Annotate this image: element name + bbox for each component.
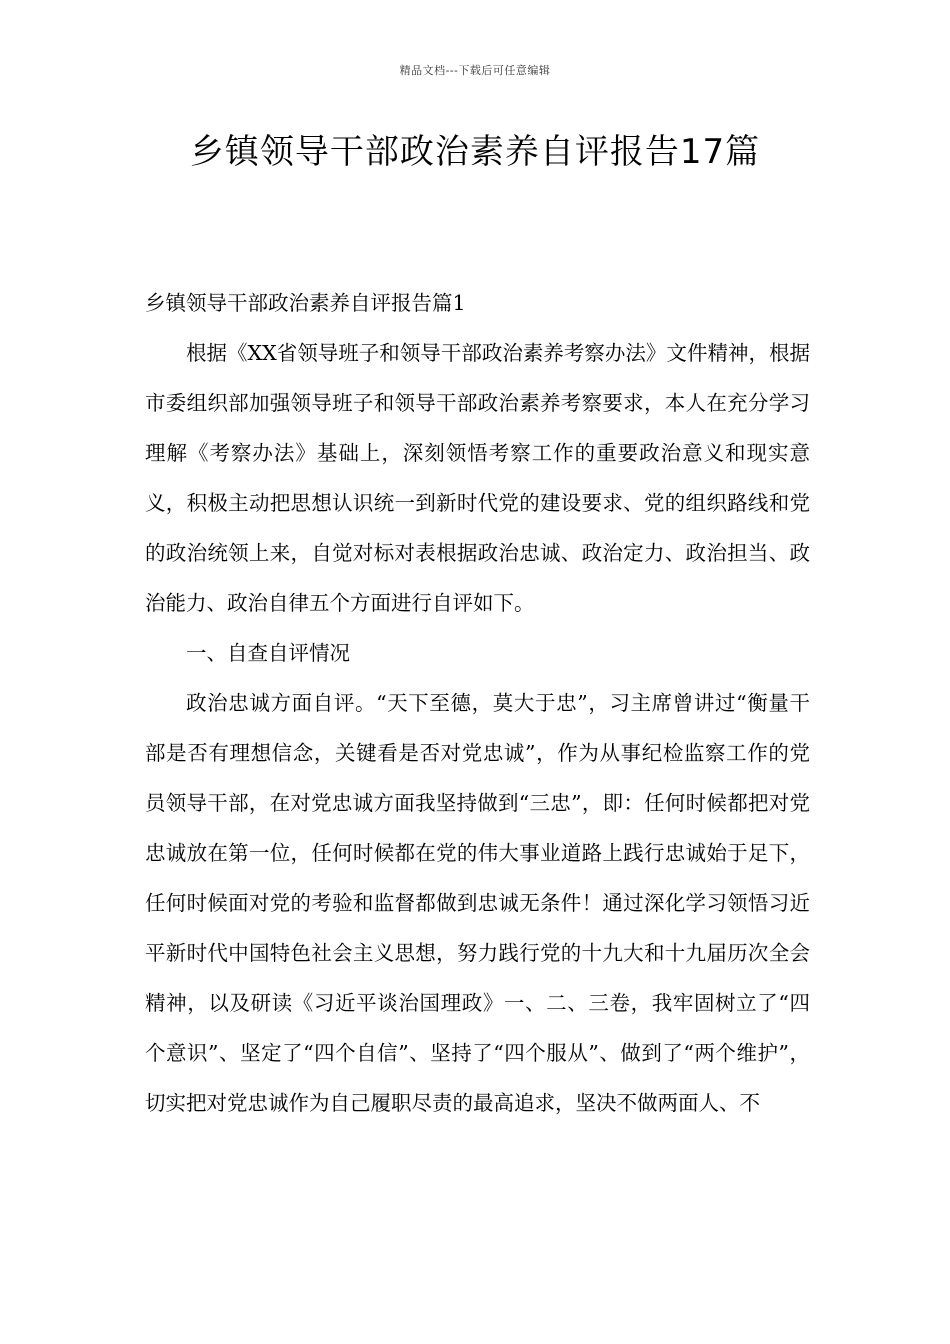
header-note: 精品文档---下载后可任意编辑 (399, 64, 551, 77)
paragraph-intro: 根据《XX省领导班子和领导干部政治素养考察办法》文件精神，根据市委组织部加强领导班子和领导干部政治素养考察要求，本人在充分学习理解《考察办法》基础上，深刻领悟考察工作的重要政治意义和现实意义，积极主动把思想认识统一到新时代党的建设要求、党的组织路线和党的政治统领上来，自觉对标对表根据政治忠诚、政治定力、政治担当、政治能力、政治自律五个方面进行自评如下。 (145, 341, 810, 615)
document-body (145, 278, 810, 1128)
heading-self-review: 一、自查自评情况 (186, 641, 350, 665)
paragraph-political-loyalty: 政治忠诚方面自评。“天下至德，莫大于忠”，习主席曾讲过“衡量干部是否有理想信念，关键看是否对党忠诚”，作为从事纪检监察工作的党员领导干部，在对党忠诚方面我坚持做到“三忠”，即：任何时候都把对党忠诚放在第一位，任何时候都在党的伟大事业道路上践行忠诚始于足下，任何时候面对党的考验和监督都做到忠诚无条件！通过深化学习领悟习近平新时代中国特色社会主义思想，努力践行党的十九大和十九届历次全会精神，以及研读《习近平谈治国理政》一、二、三卷，我牢固树立了“四个意识”、坚定了“四个自信”、坚持了“四个服从”、做到了“两个维护”，切实把对党忠诚作为自己履职尽责的最高追求，坚决不做两面人、不 (145, 691, 810, 1115)
section-title: 乡镇领导干部政治素养自评报告篇1 (145, 291, 466, 315)
document-title: 乡镇领导干部政治素养自评报告17篇 (189, 132, 761, 172)
